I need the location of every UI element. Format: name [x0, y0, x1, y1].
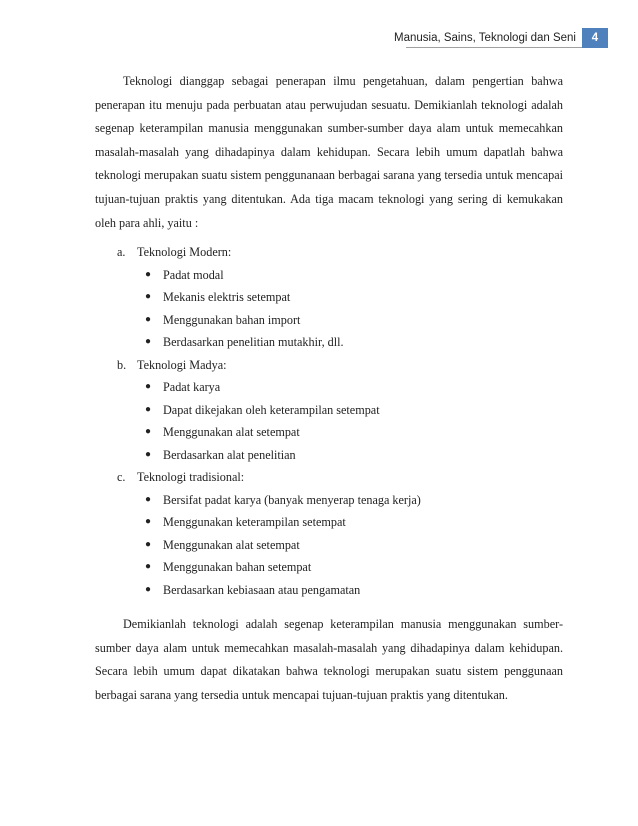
bullet-icon: ● [145, 561, 152, 573]
bullet-icon: ● [145, 448, 152, 460]
header-title: Manusia, Sains, Teknologi dan Seni [394, 32, 576, 44]
header-divider [406, 47, 582, 48]
closing-paragraph: Demikianlah teknologi adalah segenap keterampilan manusia menggunakan sumber-sumber daya alam untuk memecahkan masalah-masalah yang dihadapinya dalam kehidupan. Secara lebih umum dapat dikatakan bahwa teknologi merupakan suatu sistem penggunaan berbagai sarana yang tersedia untuk mencapai tujuan-tujuan praktis yang ditentukan. [95, 617, 563, 702]
bullet-icon: ● [145, 538, 152, 550]
list-item: ● Berdasarkan kebiasaan atau pengamatan [145, 579, 563, 602]
list-item: ● Menggunakan alat setempat [145, 534, 563, 557]
document-body [95, 70, 563, 708]
list-item: ● Bersifat padat karya (banyak menyerap tenaga kerja) [145, 489, 563, 512]
intro-paragraph: Teknologi dianggap sebagai penerapan ilmu pengetahuan, dalam pengertian bahwa penerapan itu menuju pada perbuatan atau perwujudan sesuatu. Demikianlah teknologi adalah segenap keterampilan manusia menggunakan sumber-sumber daya alam untuk memecahkan masalah-masalah yang dihadapinya dalam kehidupan. Secara lebih umum dapatlah bahwa teknologi merupakan suatu sistem penggunanaan berbagai sarana yang tersedia untuk mencapai tujuan-tujuan praktis yang ditentukan. Ada tiga macam teknologi yang sering di kemukakan oleh para ahli, yaitu : [95, 74, 563, 230]
bullet-icon: ● [145, 336, 152, 348]
category-madya [95, 354, 563, 467]
bullet-icon: ● [145, 268, 152, 280]
bullet-icon: ● [145, 516, 152, 528]
category-tradisional [95, 466, 563, 601]
category-letter: a. [117, 245, 126, 260]
bullet-icon: ● [145, 403, 152, 415]
category-letter: b. [117, 357, 127, 372]
category-title: Teknologi tradisional: [137, 470, 245, 485]
list-item: ● Padat karya [145, 376, 563, 399]
page-header [394, 28, 608, 48]
list-item: ● Berdasarkan penelitian mutakhir, dll. [145, 331, 563, 354]
bullet-icon: ● [145, 583, 152, 595]
bullet-icon: ● [145, 493, 152, 505]
list-item: ● Menggunakan bahan setempat [145, 556, 563, 579]
bullet-icon: ● [145, 291, 152, 303]
page-number-badge: 4 [582, 28, 608, 48]
bullet-icon: ● [145, 313, 152, 325]
category-title: Teknologi Madya: [137, 357, 227, 372]
bullet-icon: ● [145, 426, 152, 438]
technology-types-list [95, 241, 563, 601]
list-item: ● Berdasarkan alat penelitian [145, 444, 563, 467]
list-item: ● Menggunakan bahan import [145, 309, 563, 332]
category-letter: c. [117, 470, 126, 485]
list-item: ● Dapat dikejakan oleh keterampilan setempat [145, 399, 563, 422]
category-title: Teknologi Modern: [137, 245, 232, 260]
bullet-icon: ● [145, 381, 152, 393]
category-modern [95, 241, 563, 354]
list-item: ● Menggunakan alat setempat [145, 421, 563, 444]
list-item: ● Mekanis elektris setempat [145, 286, 563, 309]
list-item: ● Padat modal [145, 264, 563, 287]
list-item: ● Menggunakan keterampilan setempat [145, 511, 563, 534]
